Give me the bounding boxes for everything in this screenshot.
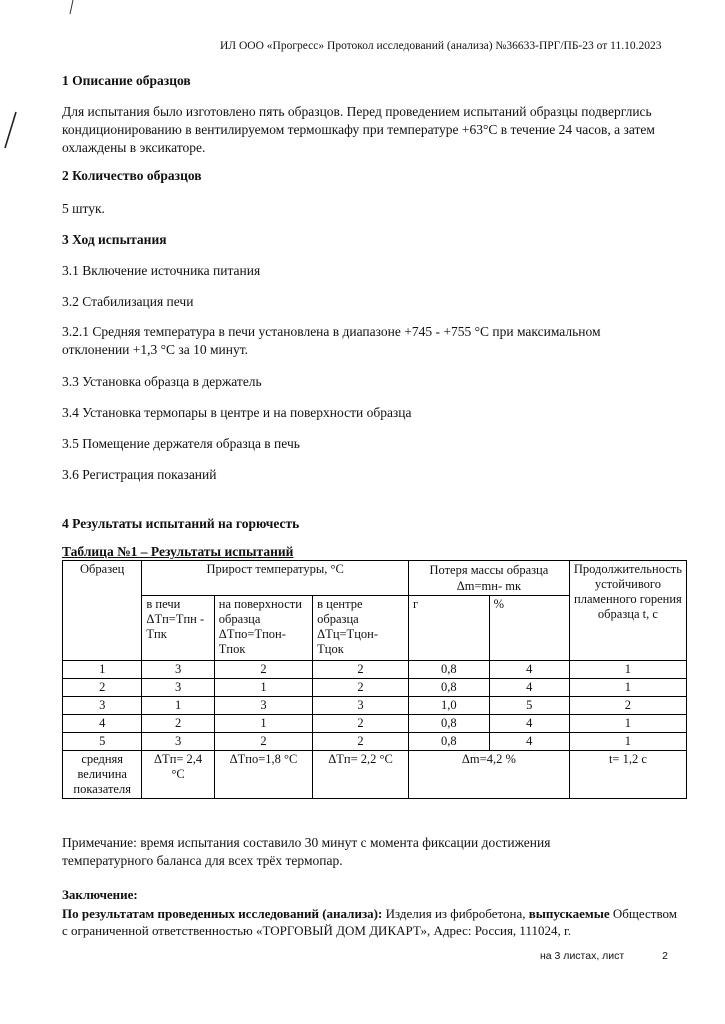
sheets-label: на 3 листах, лист (540, 950, 625, 962)
col-mass-header: Потеря массы образца Δm=mн- mк (408, 561, 569, 596)
step-3-3: 3.3 Установка образца в держатель (62, 374, 262, 389)
section-1-text: Для испытания было изготовлено пять образцов. Перед проведением испытаний образцы подверглись кондиционированию в вентилируемом термошкафу при температуре +63°С в течение 24 часов, а затем охлаждены в эксикаторе. (62, 104, 655, 155)
document-header: ИЛ ООО «Прогресс» Протокол исследований (анализа) №36633-ПРГ/ПБ-23 от 11.10.2023 (220, 40, 662, 52)
table-title: Таблица №1 – Результаты испытаний (62, 544, 294, 559)
avg-surface: ΔTпо=1,8 °С (214, 751, 312, 799)
col-sample-header: Образец (63, 561, 142, 661)
section-2-title: 2 Количество образцов (62, 168, 202, 183)
note: Примечание: время испытания составило 30 минут с момента фиксации достижения температурного баланса для всех трёх термопар. (62, 835, 551, 868)
avg-duration: t= 1,2 с (569, 751, 686, 799)
subcol-surface: на поверхности образца ΔTпо=Tпон-Tпок (214, 596, 312, 661)
section-2-text: 5 штук. (62, 201, 105, 216)
avg-oven: ΔTп= 2,4 °С (142, 751, 214, 799)
avg-label: средняя величина показателя (63, 751, 142, 799)
table-row-average (63, 751, 687, 799)
col-duration-header: Продолжительность устойчивого пламенного горения образца t, с (569, 561, 686, 661)
section-1-title: 1 Описание образцов (62, 73, 191, 88)
avg-mass: Δm=4,2 % (408, 751, 569, 799)
avg-center: ΔTп= 2,2 °С (313, 751, 409, 799)
table-row: 3 1 3 3 1,0 5 2 (63, 697, 687, 715)
step-3-5: 3.5 Помещение держателя образца в печь (62, 436, 300, 451)
col-temp-header: Прирост температуры, °С (142, 561, 409, 596)
section-3-title: 3 Ход испытания (62, 232, 167, 247)
conclusion-title: Заключение: (62, 887, 138, 902)
step-3-2: 3.2 Стабилизация печи (62, 294, 194, 309)
step-3-6: 3.6 Регистрация показаний (62, 467, 217, 482)
table-row: 4 2 1 2 0,8 4 1 (63, 715, 687, 733)
step-3-1: 3.1 Включение источника питания (62, 263, 261, 278)
table-row: 2 3 1 2 0,8 4 1 (63, 679, 687, 697)
section-4-title: 4 Результаты испытаний на горючесть (62, 516, 300, 531)
page-number: 2 (662, 950, 668, 962)
subcol-percent: % (489, 596, 569, 661)
subcol-grams: г (408, 596, 489, 661)
step-3-2-1: 3.2.1 Средняя температура в печи установлена в диапазоне +745 - +755 °С при максимальном отклонении +1,3 °С за 10 минут. (62, 324, 601, 357)
subcol-oven: в печи ΔTп=Tпн -Tпк (142, 596, 214, 661)
subcol-center: в центре образца ΔTц=Tцон-Tцок (313, 596, 409, 661)
step-3-4: 3.4 Установка термопары в центре и на поверхности образца (62, 405, 412, 420)
page-footer (540, 950, 668, 962)
conclusion-text: По результатам проведенных исследований (анализа): Изделия из фибробетона, выпускаемые Обществом с ограниченной ответственностью «ТОРГОВЫЙ ДОМ ДИКАРТ», Адрес: Россия, 111024, г. (62, 906, 677, 938)
table-row: 1 3 2 2 0,8 4 1 (63, 661, 687, 679)
results-table (62, 560, 687, 799)
table-row: 5 3 2 2 0,8 4 1 (63, 733, 687, 751)
